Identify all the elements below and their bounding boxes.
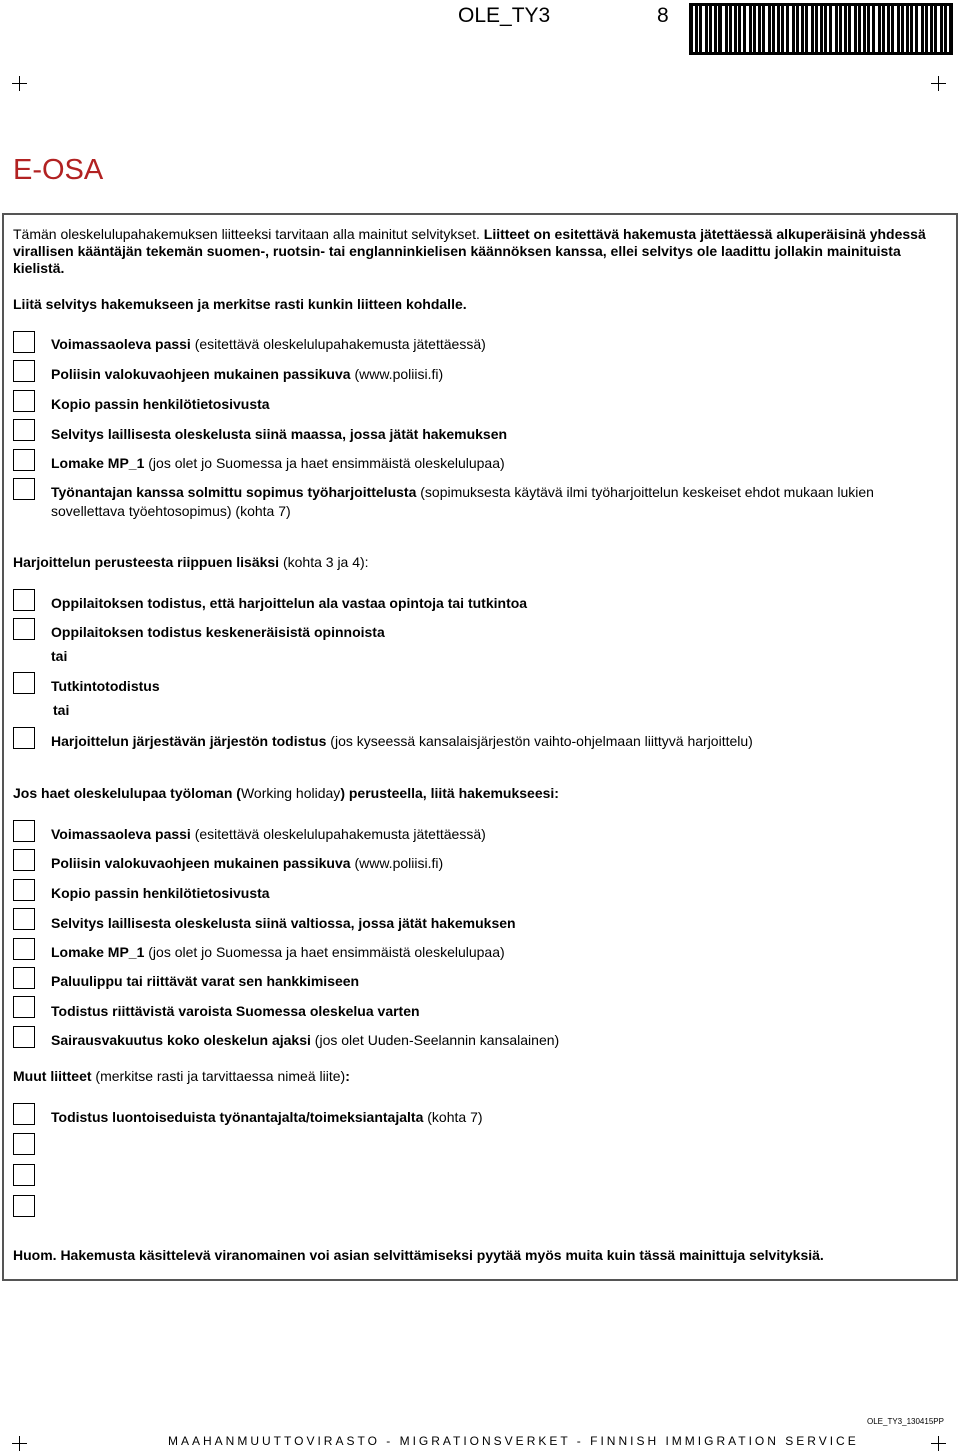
checkbox-passport-copy[interactable] <box>13 390 35 412</box>
item-school-cert-field: Oppilaitoksen todistus, että harjoittelun ala vastaa opintoja tai tutkintoa <box>51 595 528 611</box>
section2-heading: Harjoittelun perusteesta riippuen lisäksi (kohta 3 ja 4): <box>13 554 369 570</box>
checkbox-wh-insurance[interactable] <box>13 1026 35 1048</box>
checkbox-wh-photo[interactable] <box>13 849 35 871</box>
registration-cross-top-right <box>931 76 946 91</box>
checkbox-benefits-cert[interactable] <box>13 1103 35 1125</box>
item-benefits-cert: Todistus luontoiseduista työnantajalta/toimeksiantajalta (kohta 7) <box>51 1109 483 1125</box>
item-mp1-form: Lomake MP_1 (jos olet jo Suomessa ja haet ensimmäistä oleskelulupaa) <box>51 455 505 471</box>
item-wh-funds: Todistus riittävistä varoista Suomessa oleskelua varten <box>51 1003 420 1019</box>
item-wh-passport-copy: Kopio passin henkilötietosivusta <box>51 885 270 901</box>
checkbox-other-attachment-3[interactable] <box>13 1195 35 1217</box>
agency-footer: MAAHANMUUTTOVIRASTO - MIGRATIONSVERKET - FINNISH IMMIGRATION SERVICE <box>168 1434 859 1448</box>
checkbox-school-cert-ongoing[interactable] <box>13 618 35 640</box>
barcode <box>689 3 953 55</box>
item-wh-photo: Poliisin valokuvaohjeen mukainen passikuva (www.poliisi.fi) <box>51 855 444 871</box>
form-reference: OLE_TY3_130415PP <box>867 1417 944 1426</box>
item-photo: Poliisin valokuvaohjeen mukainen passikuva (www.poliisi.fi) <box>51 366 444 382</box>
page-number: 8 <box>657 4 669 27</box>
registration-cross-bottom-left <box>12 1436 27 1451</box>
section-title: E-OSA <box>13 154 104 186</box>
checkbox-wh-passport-copy[interactable] <box>13 879 35 901</box>
item-school-cert-ongoing: Oppilaitoksen todistus keskeneräisistä opinnoista <box>51 624 385 640</box>
checkbox-school-cert-field[interactable] <box>13 589 35 611</box>
checkbox-internship-contract[interactable] <box>13 478 35 500</box>
checkbox-photo[interactable] <box>13 360 35 382</box>
section3-heading: Jos haet oleskelulupaa työloman (Working holiday) perusteella, liitä hakemukseesi: <box>13 785 559 801</box>
checkbox-mp1-form[interactable] <box>13 449 35 471</box>
item-wh-passport: Voimassaoleva passi (esitettävä oleskelulupahakemusta jätettäessä) <box>51 826 486 842</box>
form-code: OLE_TY3 <box>458 4 551 27</box>
item-wh-mp1-form: Lomake MP_1 (jos olet jo Suomessa ja haet ensimmäistä oleskelulupaa) <box>51 944 505 960</box>
item-legal-residence: Selvitys laillisesta oleskelusta siinä maassa, jossa jätät hakemuksen <box>51 426 508 442</box>
intro-part2: Liitteet on esitettävä hakemusta jätettäessä alkuperäisinä yhdessä virallisen kääntäjän tekemän suomen-, ruotsin- tai englanninkielisen käännöksen kanssa, ellei selvitys ole laadittu jollakin mainituista kielistä. <box>13 226 926 276</box>
item-wh-legal-residence: Selvitys laillisesta oleskelusta siinä valtiossa, jossa jätät hakemuksen <box>51 915 516 931</box>
item-organisation-cert: Harjoittelun järjestävän järjestön todistus (jos kyseessä kansalaisjärjestön vaihto-ohjelmaan liittyvä harjoittelu) <box>51 733 753 749</box>
checkbox-passport[interactable] <box>13 331 35 353</box>
note: Huom. Hakemusta käsittelevä viranomainen voi asian selvittämiseksi pyytää myös muita kuin tässä mainittuja selvityksiä. <box>13 1247 824 1263</box>
item-degree-cert: Tutkintotodistus <box>51 678 160 694</box>
or-label: tai <box>53 702 70 718</box>
instruction: Liitä selvitys hakemukseen ja merkitse rasti kunkin liitteen kohdalle. <box>13 296 467 312</box>
intro-text <box>13 226 943 277</box>
item-wh-insurance: Sairausvakuutus koko oleskelun ajaksi (jos olet Uuden-Seelannin kansalainen) <box>51 1032 560 1048</box>
checkbox-degree-cert[interactable] <box>13 672 35 694</box>
registration-cross-bottom-right <box>931 1436 946 1451</box>
item-wh-return-ticket: Paluulippu tai riittävät varat sen hankkimiseen <box>51 973 360 989</box>
checkbox-wh-passport[interactable] <box>13 820 35 842</box>
checkbox-other-attachment-2[interactable] <box>13 1164 35 1186</box>
registration-cross-top-left <box>12 76 27 91</box>
checkbox-legal-residence[interactable] <box>13 419 35 441</box>
checkbox-wh-return-ticket[interactable] <box>13 967 35 989</box>
intro-part1: Tämän oleskelulupahakemuksen liitteeksi tarvitaan alla mainitut selvitykset. <box>13 226 484 242</box>
or-label: tai <box>51 648 68 664</box>
item-passport-copy: Kopio passin henkilötietosivusta <box>51 396 270 412</box>
item-passport: Voimassaoleva passi (esitettävä oleskelulupahakemusta jätettäessä) <box>51 336 486 352</box>
item-internship-contract-line2: sovellettava työehtosopimus) (kohta 7) <box>51 503 291 519</box>
checkbox-organisation-cert[interactable] <box>13 727 35 749</box>
checkbox-wh-legal-residence[interactable] <box>13 908 35 930</box>
checkbox-other-attachment-1[interactable] <box>13 1133 35 1155</box>
section4-heading: Muut liitteet (merkitse rasti ja tarvittaessa nimeä liite): <box>13 1068 350 1084</box>
item-internship-contract: Työnantajan kanssa solmittu sopimus työharjoittelusta (sopimuksesta käytävä ilmi työharjoittelun keskeiset ehdot mukaan lukien <box>51 484 874 500</box>
checkbox-wh-funds[interactable] <box>13 996 35 1018</box>
checkbox-wh-mp1-form[interactable] <box>13 938 35 960</box>
